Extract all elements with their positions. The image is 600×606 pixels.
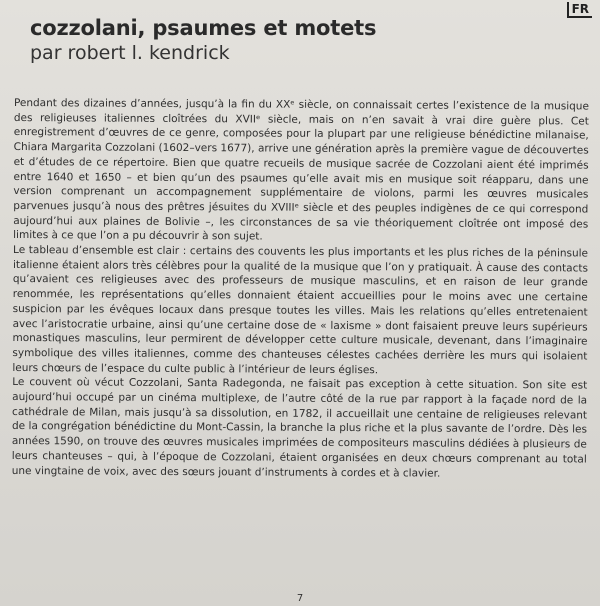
paragraph-1: Pendant des dizaines d’années, jusqu’à la fin du XXᵉ siècle, on connaissait certes l’existence de la musique des religieuses italiennes cloîtrées du XVIIᵉ siècle, mais on n’en savait à vrai dire guère plus. Cet enregistrement d’œuvres de ce genre, composées pour la plupart par une religieuse bénédictine milanaise, Chiara Margarita Cozzolani (1602–vers 1677), arrive une génération après la première vague de découvertes et d’études de ce répertoire. Bien que quatre recueils de musique sacrée de Cozzolani aient été imprimés entre 1640 et 1650 – et bien qu’un des psaumes qu’elle avait mis en musique soit réapparu, dans une version comprenant un accompagnement supplémentaire de violons, parmi les œuvres musicales parvenues jusqu’à nous des prêtres jésuites du XVIIIᵉ siècle et des peuples indigènes de ce qui correspond aujourd’hui aux plaines de Bolivie –, les circonstances de sa vie théoriquement cloîtrée ont imposé des limites à ce que l’on a pu découvrir à son sujet. — [13, 96, 589, 243]
paragraph-3: Le couvent où vécut Cozzolani, Santa Radegonda, ne faisait pas exception à cette situation. Son site est aujourd’hui occupé par un cinéma multiplexe, de l’autre côté de la rue par rapport à la façade nord de la cathédrale de Milan, mais jusqu’à sa dissolution, en 1782, il accueillait une centaine de religieuses relevant de la congrégation bénédictine du Mont-Cassin, la branche la plus riche et la plus savante de l’ordre. Dès les années 1590, on trouve des œuvres musicales imprimées de compositeurs masculins dédiées à plusieurs de leurs chanteuses – qui, à l’époque de Cozzolani, étaient organisées en deux chœurs comprenant au total une vingtaine de voix, avec des sœurs jouant d’instruments à cordes et à clavier. — [11, 376, 588, 480]
paragraph-2: Le tableau d’ensemble est clair : certains des couvents les plus importants et les plus riches de la péninsule italienne étaient alors très célèbres pour la qualité de la musique que l’on y pratiquait. À cause des contacts qu’avaient ces religieuses avec des professeurs de musique masculins, et en raison de leur grande renommée, les représentations qu’elles donnaient étaient accueillies pour le moins avec une certaine suspicion par les évêques locaux dans presque toutes les villes. Mais les relations qu’elles entretenaient avec l’aristocratie urbaine, ainsi qu’une certaine dose de « laxisme » dont faisaient preuve leurs supérieurs monastiques masculins, leur permirent de développer cette culture musicale, devenant, dans l’imaginaire symbolique des villes italiennes, comme des chanteuses célestes cachées derrière les murs qui isolaient leurs chœurs de l’espace du culte public à l’intérieur de leurs églises. — [12, 244, 589, 376]
body-text — [12, 96, 589, 482]
page-subtitle: par robert l. kendrick — [30, 42, 230, 64]
language-tab: FR — [567, 2, 592, 18]
page-number: 7 — [296, 593, 304, 604]
page-title: cozzolani, psaumes et motets — [30, 16, 377, 40]
